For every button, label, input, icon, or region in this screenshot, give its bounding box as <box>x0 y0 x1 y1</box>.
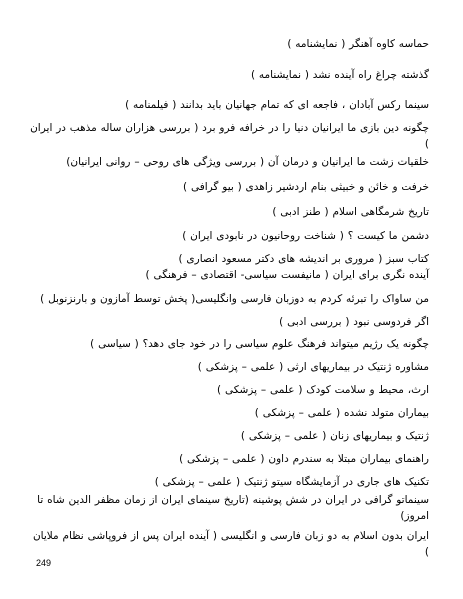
list-item: چگونه یک رژیم میتواند فرهنگ علوم سیاسی را در خود جای دهد؟ ( سیاسی ) <box>90 338 429 350</box>
list-item: ارث، محیط و سلامت کودک ( علمی – پزشکی ) <box>217 384 429 396</box>
list-item: مشاوره ژنتیک در بیماریهای ارثی ( علمی – پزشکی ) <box>197 361 429 373</box>
list-item: آینده نگری برای ایران ( مانیفست سیاسی- اقتصادی – فرهنگی ) <box>145 269 429 281</box>
list-item: ژنتیک و بیماریهای زنان ( علمی – پزشکی ) <box>240 430 429 442</box>
list-item: اگر فردوسی نبود ( بررسی ادبی ) <box>279 316 429 328</box>
list-item: دشمن ما کیست ؟ ( شناخت روحانیون در نابودی ایران ) <box>182 230 429 242</box>
list-item: راهنمای بیماران مبتلا به سندرم داون ( علمی – پزشکی ) <box>179 453 429 465</box>
list-item: تکنیک های جاری در آزمایشگاه سیتو ژنتیک ( علمی – پزشکی ) <box>154 476 429 488</box>
page-number: 249 <box>36 558 52 568</box>
list-item: چگونه دین بازی ما ایرانیان دنیا را در خرافه فرو برد ( بررسی هزاران ساله مذهب در ایران ) <box>30 122 429 150</box>
list-item: تاریخ شرمگاهی اسلام ( طنز ادبی ) <box>272 206 429 218</box>
list-item: حماسه کاوه آهنگر ( نمایشنامه ) <box>287 38 429 50</box>
list-item: خرفت و خائن و خبیثی بنام اردشیر زاهدی ( بیو گرافی ) <box>183 181 429 193</box>
list-item: خلقیات زشت ما ایرانیان و درمان آن ( بررسی ویژگی های روحی – روانی ایرانیان) <box>66 156 429 168</box>
list-item: سینماتو گرافی در ایران در شش پوشینه (تاریخ سینمای ایران از زمان مظفر الدین شاه تا امروز) <box>37 494 429 522</box>
list-item: کتاب سبز ( مروری بر اندیشه های دکتر مسعود انصاری ) <box>178 253 429 265</box>
list-item: من ساواک را تبرئه کردم به دوزبان فارسی وانگلیسی( پخش توسط آمازون و بارنزنوبل ) <box>40 293 429 305</box>
list-item: ایران بدون اسلام به دو زبان فارسی و انگلیسی ( آینده ایران پس از فروپاشی نظام ملایان ) <box>32 530 429 558</box>
list-item: سینما رکس آبادان ، فاجعه ای که تمام جهانیان باید بدانند ( فیلمنامه ) <box>125 99 429 111</box>
list-item: گذشته چراغ راه آینده نشد ( نمایشنامه ) <box>250 69 429 81</box>
list-item: بیماران متولد نشده ( علمی – پزشکی ) <box>254 407 429 419</box>
